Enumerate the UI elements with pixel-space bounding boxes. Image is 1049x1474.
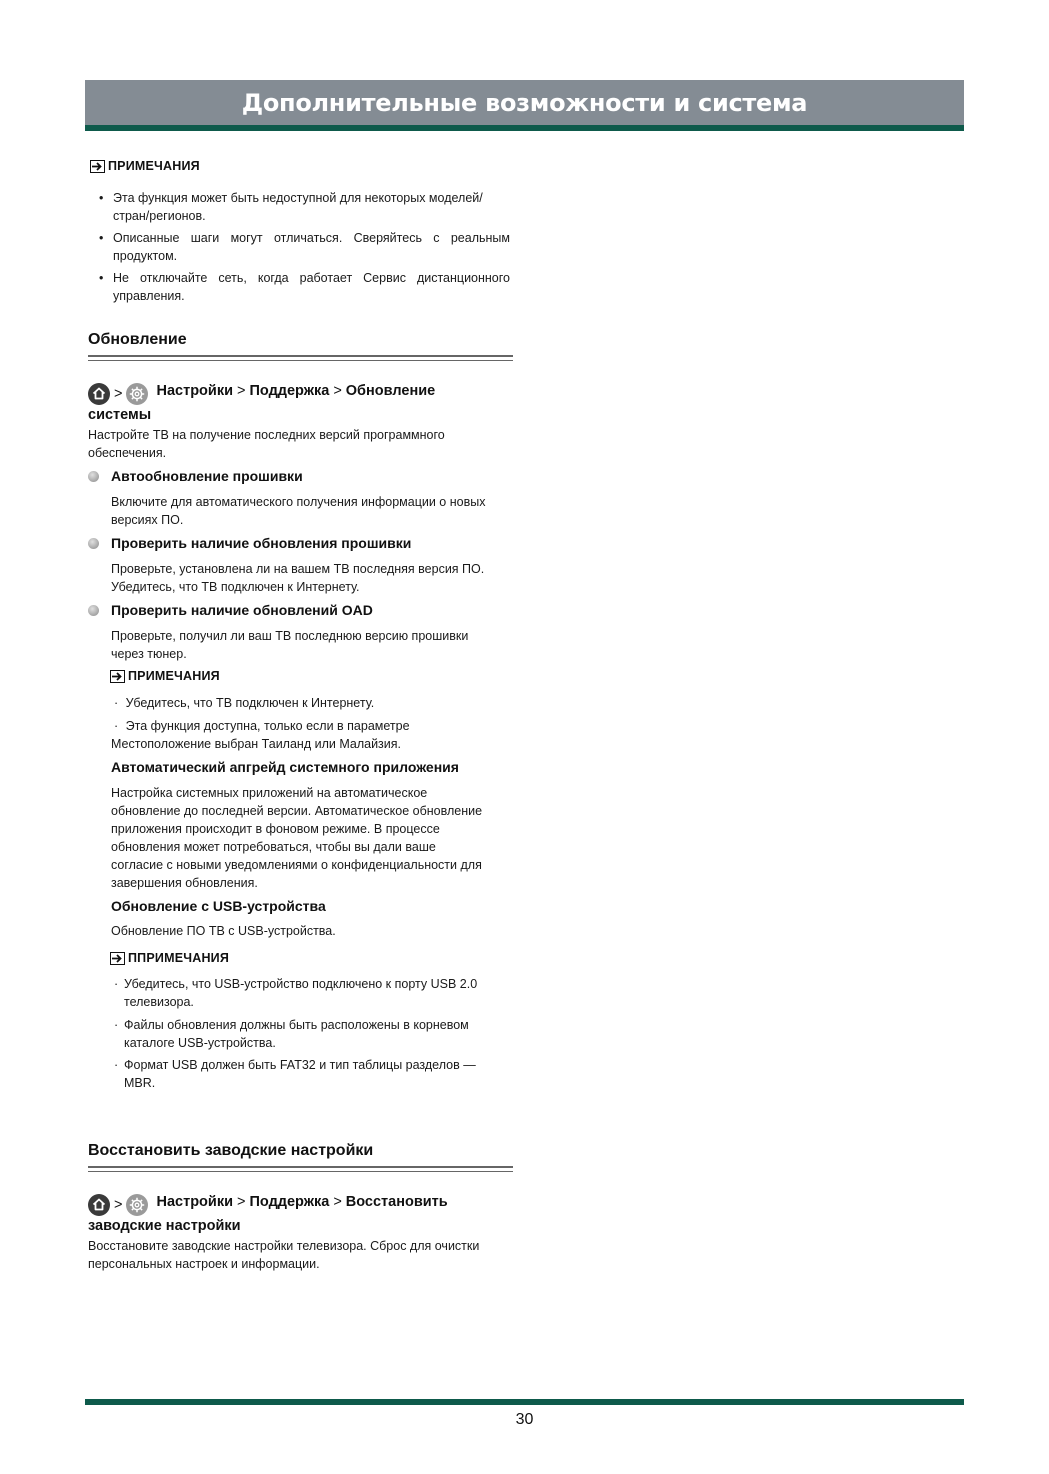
subheading-auto-upgrade: Автоматический апгрейд системного приложения: [111, 759, 459, 775]
notes-heading: ПРИМЕЧАНИЯ: [110, 669, 220, 683]
list-item: · Убедитесь, что ТВ подключен к Интернету.: [114, 696, 375, 710]
notes-heading-label: ПРИМЕЧАНИЯ: [108, 159, 200, 173]
usb-description: Обновление ПО ТВ с USB-устройства.: [111, 924, 336, 938]
notes-heading: ППРИМЕЧАНИЯ: [110, 951, 229, 965]
note-arrow-icon: [110, 670, 125, 683]
path-reset: Восстановить: [345, 1194, 448, 1210]
circle-bullet-icon: [88, 538, 99, 549]
list-item: · Эта функция доступна, только если в параметре: [114, 719, 410, 733]
path-support: Поддержка: [249, 1194, 330, 1210]
note-arrow-icon: [90, 160, 105, 173]
gear-icon: [126, 1194, 148, 1216]
page-header: [85, 80, 964, 125]
circle-bullet-icon: [88, 471, 99, 482]
menu-path: > Настройки > Поддержка > Обновление системы: [88, 381, 508, 425]
home-icon: [88, 383, 110, 405]
path-support: Поддержка: [249, 383, 330, 399]
page-number: 30: [515, 1411, 534, 1428]
path-settings: Настройки: [156, 383, 234, 399]
footer-divider: [85, 1399, 964, 1405]
bullet-dot: •: [99, 271, 104, 285]
section-divider: [88, 355, 513, 361]
home-icon: [88, 1194, 110, 1216]
option-description: Включите для автоматического получения информации о новых версиях ПО.: [111, 495, 486, 527]
option-description: Проверьте, установлена ли на вашем ТВ последняя версия ПО. Убедитесь, что ТВ подключен к Интернету.: [111, 562, 485, 594]
circle-bullet-icon: [88, 605, 99, 616]
list-item-continued: Местоположение выбран Таиланд или Малайзия.: [111, 737, 402, 751]
section-heading-reset: Восстановить заводские настройки: [88, 1142, 374, 1159]
notes-heading: [90, 159, 200, 173]
path-settings: Настройки: [156, 1194, 234, 1210]
note-arrow-icon: [110, 952, 125, 965]
path-update-cont: системы: [88, 406, 152, 423]
section-divider: [88, 1166, 513, 1172]
option-auto-update: Автообновление прошивки: [88, 468, 303, 484]
gear-icon: [126, 383, 148, 405]
path-update: Обновление: [345, 383, 436, 399]
menu-path: > Настройки > Поддержка > Восстановить заводские настройки: [88, 1192, 508, 1236]
option-check-firmware: Проверить наличие обновления прошивки: [88, 535, 411, 551]
subheading-usb-update: Обновление с USB-устройства: [111, 898, 326, 914]
header-title: Дополнительные возможности и система: [241, 88, 808, 117]
update-description: Настройте ТВ на получение последних версий программного обеспечения.: [88, 428, 445, 460]
header-divider: [85, 125, 964, 131]
section-heading-update: Обновление: [88, 331, 187, 348]
path-reset-cont: заводские настройки: [88, 1217, 241, 1234]
reset-description: Восстановите заводские настройки телевизора. Сброс для очистки персональных настроек и информации.: [88, 1239, 480, 1271]
option-description: Проверьте, получил ли ваш ТВ последнюю версию прошивки через тюнер.: [111, 629, 469, 661]
auto-upgrade-description: Настройка системных приложений на автоматическое обновление до последней версии. Автоматическое обновление приложения происходит в фоновом режиме. В процессе обновления может потребоваться, чтобы вы дали ваше согласие с новыми уведомлениями о конфиденциальности для завершения обновления.: [111, 786, 483, 890]
option-check-oad: Проверить наличие обновлений OAD: [88, 602, 373, 618]
bullet-dot: •: [99, 191, 104, 205]
bullet-dot: •: [99, 231, 104, 245]
